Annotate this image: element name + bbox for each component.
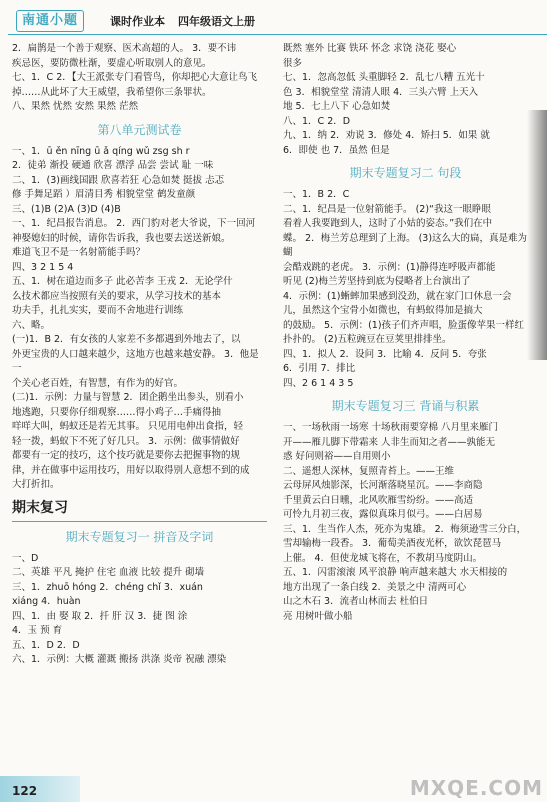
answer-line: 大打折扣。 — [12, 479, 60, 490]
answer-line: 山之木石 3．流者山林而去 杜伯日 — [283, 596, 429, 607]
answer-line: 一、D — [12, 552, 39, 564]
answer-line: 二、英雄 平凡 掩护 住宅 血液 比较 提升 砌墙 — [12, 567, 205, 578]
review2-block — [283, 188, 528, 391]
answer-line: 四、3 2 1 5 4 — [12, 261, 74, 273]
series-label: 课时作业本 — [110, 15, 165, 28]
answer-line: 扑扑的。 (2)五粒豌豆在豆荚里排排坐。 — [283, 334, 452, 345]
answer-line: 二、1．纪昌是一位射箭能手。 (2)“我这一眼睁眼 — [283, 203, 491, 215]
answer-line: 轻一拨，蚂蚁下不死了好几只。 3．示例：做事情做好 — [12, 435, 240, 447]
answer-line: 功夫手，扎扎实实，要而不舍地进行训练 — [12, 305, 184, 316]
answer-line: 色 3．相貌堂堂 清清人眼 4．三头六臂 上天入 — [283, 86, 479, 98]
answer-line: 个关心老百姓，有智慧，有作为的好官。 — [12, 377, 184, 389]
answer-line: 可怜九月初三夜，露似真珠月似弓。——白居易 — [283, 509, 483, 520]
answer-line: xiáng 4．huàn — [12, 596, 81, 607]
page-edge-shadow — [527, 110, 547, 360]
answer-line: 八、果然 忧然 安然 果然 茫然 — [12, 101, 139, 112]
answer-line: 惑 好问则裕——自用则小 — [283, 451, 391, 462]
review3-block — [283, 421, 528, 624]
answer-line: 二、1．(3)画线国跟 欣喜若狂 心急如焚 挺拔 忐忑 — [12, 174, 225, 186]
answer-line: 地 5．七上八下 心急如焚 — [283, 101, 391, 112]
answer-line: 云母屏风烛影深，长河渐落晓星沉。——李商隐 — [283, 480, 483, 491]
page-header — [10, 6, 540, 36]
watermark: MXQE.COM — [409, 776, 543, 800]
unit8-title: 第八单元测试卷 — [97, 122, 182, 137]
answer-line: 七、1．C 2．【大王派张专门看管鸟，你却把心大意让鸟飞 — [12, 72, 257, 83]
answer-line: 2．扁鹊是一个善于观察、医术高超的人。 3．要不讳 — [12, 43, 237, 54]
answer-line: 看着人我要跑到人，这时了小姑的姿态。”我们在中 — [283, 218, 493, 229]
answer-line: 五、1．闪雷滚滚 风平浪静 响声越来越大 水天相接的 — [283, 567, 508, 578]
answer-line: 一、1．B 2．C — [283, 189, 350, 200]
answer-line: 神娶媳妇的时候，请你告诉我，我也要去送送新娘。 — [12, 232, 231, 244]
answer-line: 四、1．拟人 2．设问 3．比喻 4．反问 5．夸张 — [283, 348, 487, 360]
answer-line: 很多 — [283, 57, 303, 69]
answer-line: 三、1．生当作人杰，死亦为鬼雄。 2．梅须逊雪三分白， — [283, 523, 527, 535]
answer-line: 开——雁儿脚下带霜来 人非生而知之者——孰能无 — [283, 436, 496, 448]
brand-logo: 南通小题 — [16, 10, 84, 32]
right-column — [283, 42, 528, 624]
answer-line: 疾忌医，要防微杜渐，要虚心听取别人的意见。 — [12, 57, 212, 69]
review2-title: 期末专题复习二 句段 — [349, 166, 462, 180]
answer-line: 难道飞卫不是一名射箭能手吗？ — [12, 247, 146, 258]
answer-line: 4．示例：(1)蜥蟀加果感到没劲，就在家门口休息一会 — [283, 290, 512, 302]
header-rule — [8, 34, 547, 35]
answer-line: 八、1．C 2．D — [283, 115, 351, 127]
answer-line: 掉……从此坏了大王威望，我希望你三条罪状。 — [12, 86, 212, 98]
left-column — [12, 42, 267, 668]
answer-line: 地逃跑，只要你仔细观察……得小鸡子…手痛得抽 — [12, 406, 222, 418]
answer-line: 律，并在做事中运用技巧，用好以取得别人意想不到的成 — [12, 464, 250, 476]
answer-line: 五、1．D 2．D — [12, 639, 80, 651]
review-title: 期末复习 — [12, 499, 68, 516]
answer-line: 四、2 6 1 4 3 5 — [283, 377, 354, 389]
answer-line: (一)1．B 2．有女孩的人家差不多都遇到外地去了，以 — [12, 334, 241, 345]
answer-line: 蝶。 2．梅兰芳总理到了上海。 (3)这么大的扁，真是难为蝴 — [283, 232, 528, 258]
answer-line: 一、一场秋雨一场寒 十场秋雨要穿棉 八月里来雁门 — [283, 422, 499, 433]
page-number: 122 — [12, 784, 38, 798]
answer-line: 的鼓励。 5．示例：(1)孩子们齐声唱，脸蛋像苹果一样红 — [283, 319, 525, 331]
answer-line: 地方出现了一条白线 2．美景之中 清两可心 — [283, 581, 467, 593]
answer-line: 三、1．zhuō hóng 2．chéng chǐ 3．xuán — [12, 581, 203, 593]
answer-line: 都要有一定的技巧，这个技巧就是要你去把握事物的规 — [12, 450, 241, 461]
answer-line: 6．即使 也 7．虽然 但是 — [283, 144, 390, 156]
answer-line: 既然 塞外 比赛 铁环 怀念 求饶 浇花 娶心 — [283, 43, 457, 54]
left-block-top — [12, 42, 267, 115]
grade-label: 四年级语文上册 — [178, 15, 255, 28]
right-block-top — [283, 42, 528, 158]
answer-line: 六、略。 — [12, 319, 51, 331]
review1-title: 期末专题复习一 拼音及字词 — [65, 529, 214, 544]
answer-line: 咩咩大叫，蚂蚁还是若无其事。 只见用电伸出食指，轻 — [12, 421, 244, 432]
answer-line: 么技术都应当按照有关的要求，从学习技术的基本 — [12, 290, 222, 302]
answer-line: 亮 用树叶做小船 — [283, 610, 353, 622]
answer-line: 4．玉 预 育 — [12, 625, 63, 636]
answer-line: 五、1．树在道边而多子 此必苦李 王戎 2．无论学什 — [12, 276, 233, 287]
answer-line: 儿，虽然这个宝骨小如微也，有蚂蚁得加是搞大 — [283, 305, 483, 316]
review1-block — [12, 552, 267, 668]
answer-line: 会酷戏跳的老虎。 3．示例：(1)静得连呼吸声都能 — [283, 261, 496, 273]
answer-line: 外更宝贵的人口越来越少，这地方也越来越安静。 3．他是一 — [12, 348, 259, 374]
answer-line: 上催。 4．但使龙城飞将在，不教胡马度阴山。 — [283, 552, 483, 564]
unit8-block — [12, 145, 267, 493]
answer-line: 六、1．示例：大概 灌溉 搬扬 洪涤 炎帝 祝融 漂染 — [12, 654, 227, 665]
answer-line: (二)1．示例：力量与智慧 2．团企鹅坐出参头，别看小 — [12, 392, 244, 403]
answer-line: 2．徒弟 渐投 硬通 欣喜 漂浮 品尝 尝试 耻 一味 — [12, 160, 214, 171]
answer-line: 听见 (2)梅兰芳坚持到底为侵略者上台演出了 — [283, 276, 471, 287]
answer-line: 三、(1)B (2)A (3)D (4)B — [12, 203, 121, 215]
answer-line: 6．引用 7．排比 — [283, 363, 356, 374]
answer-line: 九、1．纳 2．劝说 3．修处 4．矫扫 5．如果 就 — [283, 130, 490, 141]
answer-line: 一、1．纪昌报告消息。 2．西门豹对老大爷说，下一回河 — [12, 218, 256, 229]
answer-line: 七、1．忽高忽低 头重脚轻 2．乱七八糟 五光十 — [283, 72, 485, 83]
review3-title: 期末专题复习三 背诵与积累 — [331, 399, 480, 413]
answer-line: 一、1．ū ěn nīng ū ǎ qíng wǔ zsg sh r — [12, 145, 190, 157]
answer-line: 四、1．由 娶 取 2．扦 肝 汉 3．捷 图 涂 — [12, 610, 188, 622]
answer-line: 二、遥想人深林，复照青苔上。——王维 — [283, 465, 455, 477]
answer-line: 雪却输梅一段香。 3．葡萄美酒夜光杯，欲饮琵琶马 — [283, 538, 502, 549]
answer-line: 修 手舞足蹈 ）眉清目秀 相貌堂堂 鹤发童颜 — [12, 189, 196, 200]
answer-line: 千里黄云白日曛，北风吹雁雪纷纷。——高适 — [283, 494, 474, 506]
review-rule — [12, 521, 267, 522]
